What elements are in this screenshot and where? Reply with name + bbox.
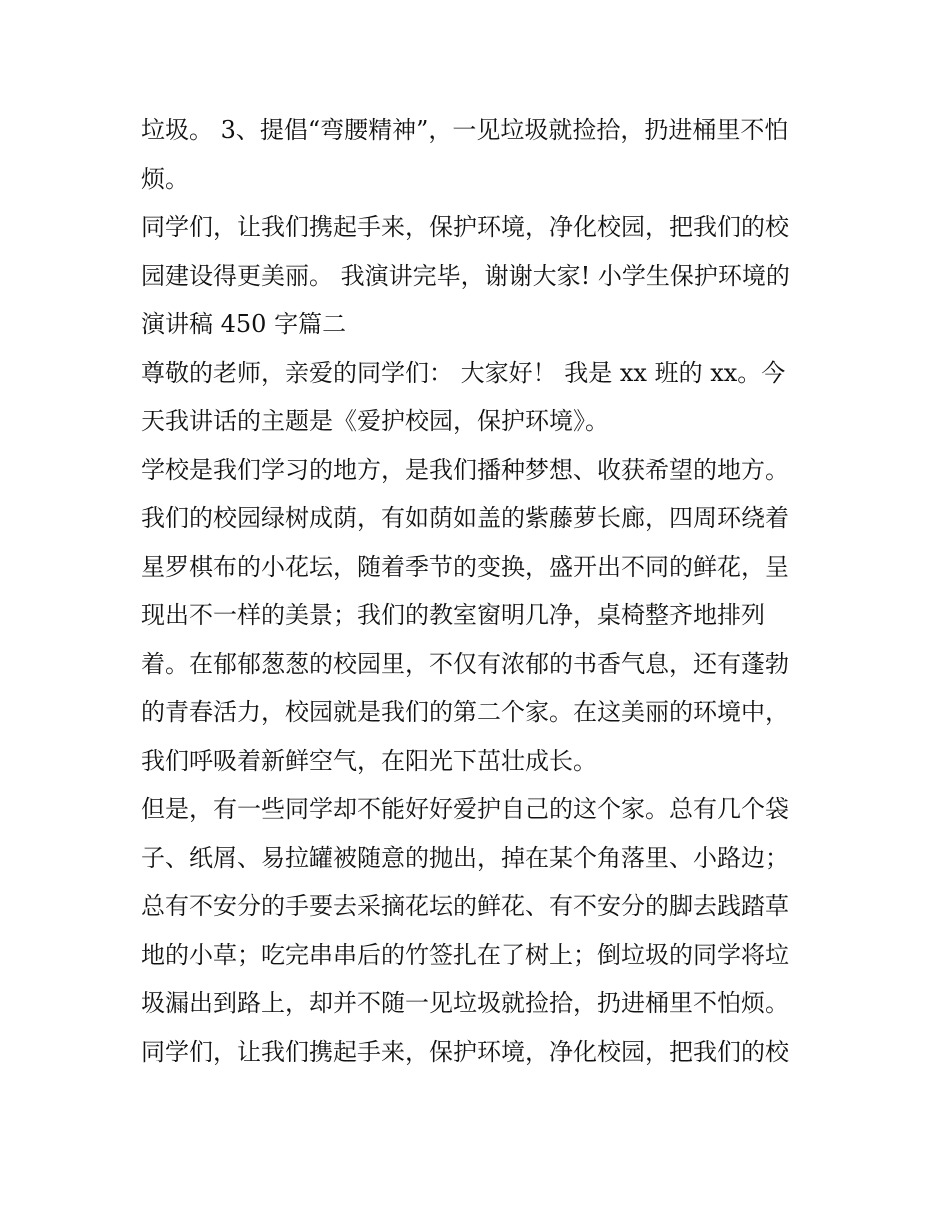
- text-line: 星罗棋布的小花坛，随着季节的变换，盛开出不同的鲜花，呈: [141, 552, 789, 581]
- text-line: 学校是我们学习的地方，是我们播种梦想、收获希望的地方。: [141, 455, 789, 484]
- text-line: 同学们，让我们携起手来，保护环境，净化校园，把我们的校: [141, 1037, 789, 1066]
- text-line: 子、纸屑、易拉罐被随意的抛出，掉在某个角落里、小路边；: [141, 843, 789, 872]
- text-line: 天我讲话的主题是《爱护校园，保护环境》。: [141, 407, 609, 435]
- text-line: 尊敬的老师，亲爱的同学们： 大家好！ 我是 xx 班的 xx。今: [141, 358, 786, 387]
- text-line: 垃圾。 3、提倡“弯腰精神”，一见垃圾就捡拾，扔进桶里不怕: [141, 116, 789, 144]
- text-line: 圾漏出到路上，却并不随一见垃圾就捡拾，扔进桶里不怕烦。: [141, 989, 789, 1017]
- text-line: 同学们，让我们携起手来，保护环境，净化校园，把我们的校: [141, 213, 789, 241]
- text-line: 总有不安分的手要去采摘花坛的鲜花、有不安分的脚去践踏草: [141, 892, 789, 920]
- text-line: 我们的校园绿树成荫，有如荫如盖的紫藤萝长廊，四周环绕着: [141, 504, 789, 532]
- speech-text: [141, 106, 821, 1076]
- text-line: 园建设得更美丽。 我演讲完毕，谢谢大家! 小学生保护环境的: [141, 261, 790, 290]
- text-line: 烦。: [141, 164, 189, 193]
- text-line: 的青春活力，校园就是我们的第二个家。在这美丽的环境中，: [141, 698, 789, 726]
- text-line: 现出不一样的美景；我们的教室窗明几净，桌椅整齐地排列: [141, 601, 765, 629]
- text-line: 但是，有一些同学却不能好好爱护自己的这个家。总有几个袋: [141, 795, 789, 823]
- text-line: 着。在郁郁葱葱的校园里，不仅有浓郁的书香气息，还有蓬勃: [141, 649, 789, 678]
- text-line: 我们呼吸着新鲜空气，在阳光下茁壮成长。: [141, 746, 597, 775]
- text-line: 地的小草；吃完串串后的竹签扎在了树上；倒垃圾的同学将垃: [141, 940, 789, 969]
- text-line: 演讲稿 450 字篇二: [141, 310, 347, 338]
